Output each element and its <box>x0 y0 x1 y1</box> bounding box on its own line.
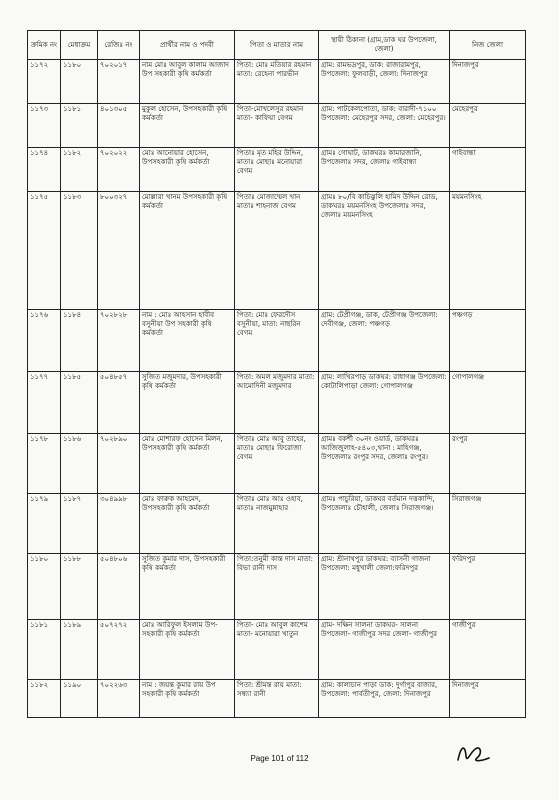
cell-merit: ১১৮২ <box>61 148 98 192</box>
cell-reg: ৭০২০১৭ <box>98 60 140 104</box>
header-serial: ক্রমিক নং <box>28 31 61 60</box>
table-row <box>28 148 526 192</box>
cell-parents: পিতা: মোঃ ফেরদৌস বসুনীয়া, মাতা: নাছরিন বেগম <box>235 310 319 372</box>
cell-merit: ১১৯০ <box>61 680 98 718</box>
cell-serial: ১১৭৩ <box>28 104 61 148</box>
cell-name: সুজিত কুমার দাস, উপসহকারী কৃষি কর্মকর্তা <box>140 554 235 620</box>
cell-serial: ১১৮০ <box>28 554 61 620</box>
cell-parents: পিতা-মোখলেসুর রহমান মাতা- কাফিয়া বেগম <box>235 104 319 148</box>
cell-merit: ১১৮৩ <box>61 192 98 310</box>
table-row <box>28 554 526 620</box>
header-district: নিজ জেলা <box>450 31 526 60</box>
table-row <box>28 434 526 494</box>
table-row <box>28 310 526 372</box>
cell-parents: পিতা: শ্রীমন্ত রায় মাতা: সন্ধ্যা রানী <box>235 680 319 718</box>
table-row <box>28 104 526 148</box>
cell-merit: ১১৮৯ <box>61 620 98 680</box>
cell-district: রংপুর <box>450 434 526 494</box>
page-footer: Page 101 of 112 <box>250 754 309 763</box>
cell-serial: ১১৭৬ <box>28 310 61 372</box>
cell-name: মোঃ মোশারফ হোসেন মিলন, উপসহকারী কৃষি কর্মকর্তা <box>140 434 235 494</box>
cell-parents: পিতাঃ মোঃ আঃ ওহাব, মাতাঃ নাজমুন্নাহার <box>235 494 319 554</box>
cell-district: পঞ্চগড় <box>450 310 526 372</box>
cell-district: সিরাজগঞ্জ <box>450 494 526 554</box>
cell-address: গ্রামঃ পাচুরিয়া, ডাকঘর বর্তমান দত্তকান্দি, উপজেলাঃ চৌহালী, জেলাঃ সিরাজগঞ্জ। <box>319 494 450 554</box>
cell-reg: ৭০২৮২৮ <box>98 310 140 372</box>
cell-reg: ৭০২৮৯০ <box>98 434 140 494</box>
cell-serial: ১১৭২ <box>28 60 61 104</box>
cell-reg: ৪০১৩০৫ <box>98 104 140 148</box>
cell-name: নাম : মোঃ আহসান হাবীব বসুনীয়া উপ সহকারী কৃষি কর্মকর্তা <box>140 310 235 372</box>
header-name: প্রার্থীর নাম ও পদবী <box>140 31 235 60</box>
cell-district: ময়মনসিংহ <box>450 192 526 310</box>
cell-reg: ৫০৭২৭২ <box>98 620 140 680</box>
cell-address: গ্রাম: কালাচান পাড়া ডাক: দুর্গাপুর বাজার, উপজেলা: পার্বতীপুর, জেলা: দিনাজপুর <box>319 680 450 718</box>
table-row <box>28 372 526 434</box>
cell-address: গ্রাম: রামভদ্রপুর, ডাক: রাজারামপুর, উপজেলা: ফুলবাড়ী, জেলা: দিনাজপুর <box>319 60 450 104</box>
cell-serial: ১১৭৮ <box>28 434 61 494</box>
cell-serial: ১১৭৫ <box>28 192 61 310</box>
candidate-table <box>27 30 526 718</box>
cell-district: গাইবান্ধা <box>450 148 526 192</box>
cell-parents: পিতা- মোঃ আবুল কাশেম মাতা- মনোয়ারা খাতুন <box>235 620 319 680</box>
cell-address: গ্রামঃ ৮০/বি কাচিঝুলি হামিদ উদ্দিন রোড, ডাকঘরঃ ময়মনসিংহ উপজেলাঃ সদর, জেলাঃ ময়মনসিংহ <box>319 192 450 310</box>
cell-parents: পিতা:তনুমী কান্ত দাস মাতা: বিভা রানী দাস <box>235 554 319 620</box>
header-parents: পিতা ও মাতার নাম <box>235 31 319 60</box>
table-row <box>28 680 526 718</box>
cell-district: দিনাজপুর <box>450 60 526 104</box>
header-merit: মেধাক্রম <box>61 31 98 60</box>
cell-merit: ১১৮৪ <box>61 310 98 372</box>
cell-name: মুকুল হোসেন, উপসহকারী কৃষি কর্মকর্তা <box>140 104 235 148</box>
cell-reg: ৭০২০২২ <box>98 148 140 192</box>
cell-serial: ১১৮১ <box>28 620 61 680</box>
cell-name: নাম : জয়ন্ত কুমার রায় উপ সহকারী কৃষি কর্মকর্তা <box>140 680 235 718</box>
cell-parents: পিতাঃ মোঃ আবু তাহের, মাতাঃ মোছাঃ ফিরোজা বেগম <box>235 434 319 494</box>
cell-name: সুজিত মজুমদার, উপসহকারী কৃষি কর্মকর্তা <box>140 372 235 434</box>
cell-serial: ১১৮২ <box>28 680 61 718</box>
cell-merit: ১১৮৮ <box>61 554 98 620</box>
cell-reg: ৩০৪৯৯৮ <box>98 494 140 554</box>
cell-parents: পিতা: অমল মজুমদার মাতা: আমোদিনী মজুমদার <box>235 372 319 434</box>
cell-address: গ্রাম: টেপ্রীগঞ্জ, ডাক, টেপ্রীগঞ্জ উপজেলা: দেবীগঞ্জ, জেলা: পঞ্চগড় <box>319 310 450 372</box>
cell-serial: ১১৭৯ <box>28 494 61 554</box>
cell-parents: পিতাঃ মোজাম্মেল খান মাতাঃ শাহনাজ বেগম <box>235 192 319 310</box>
cell-reg: ৫০৪৮৫৭ <box>98 372 140 434</box>
cell-parents: পিতা: মোঃ মতিয়ার রহমান মাতা: রেহেনা পারভীন <box>235 60 319 104</box>
cell-address: গ্রাম- দক্ষিন সালনা ডাকঘর- সালনা উপজেলা- গাজীপুর সদর জেলা- গাজীপুর <box>319 620 450 680</box>
header-address: স্থায়ী ঠিকানা (গ্রাম,ডাক ঘর উপজেলা, জেলা) <box>319 31 450 60</box>
cell-name: মোঃ ফারুক আহমেদ, উপসহকারী কৃষি কর্মকর্তা <box>140 494 235 554</box>
cell-district: দিনাজপুর <box>450 680 526 718</box>
cell-address: গ্রাম: লাখিরপাড় ডাকঘর: রাধাগঞ্জ উপজেলা: কোটালিপাড়া জেলা: গোপালগঞ্জ <box>319 372 450 434</box>
cell-merit: ১১৮৫ <box>61 372 98 434</box>
cell-serial: ১১৭৪ <box>28 148 61 192</box>
cell-reg: ৭০২২৬৩ <box>98 680 140 718</box>
table-row <box>28 494 526 554</box>
cell-address: গ্রাম: পাটকেলপোতা, ডাক: বারাদী-৭১০০ উপজেলা: মেহেরপুর সদর, জেলা: মেহেরপুর। <box>319 104 450 148</box>
cell-address: গ্রাম: শ্রীনাথপুর ডাকঘর: ব্যাসনী গাজনা উপজেলা: মধুখালী জেলা:ফরিদপুর <box>319 554 450 620</box>
table-row <box>28 620 526 680</box>
cell-name: মোল্লারা খানম উপসহকারী কৃষি কর্মকর্তা <box>140 192 235 310</box>
cell-district: মেহেরপুর <box>450 104 526 148</box>
cell-name: মোঃ আনোয়ার হোসেন, উপসহকারী কৃষি কর্মকর্তা <box>140 148 235 192</box>
cell-serial: ১১৭৭ <box>28 372 61 434</box>
cell-merit: ১১৮০ <box>61 60 98 104</box>
cell-reg: ৫০৪৮০৬ <box>98 554 140 620</box>
header-row <box>28 31 526 60</box>
table-row <box>28 60 526 104</box>
cell-name: নাম মোঃ আবুল কালাম আজাদ উপ সহকারী কৃষি কর্মকর্তা <box>140 60 235 104</box>
cell-name: মোঃ আরিফুল ইসলাম উপ-সহকারী কৃষি কর্মকর্তা <box>140 620 235 680</box>
cell-district: গোপালগঞ্জ <box>450 372 526 434</box>
cell-address: গ্রামঃ গোঘাট, ডাকঘরঃ কামারজানি, উপজেলাঃ সদর, জেলাঃ গাইবান্ধা <box>319 148 450 192</box>
cell-parents: পিতাঃ মৃত মহির উদ্দিন, মাতাঃ মোছাঃ মনোয়ারা বেগম <box>235 148 319 192</box>
table-row <box>28 192 526 310</box>
header-reg: রেজিঃ নং <box>98 31 140 60</box>
cell-merit: ১১৮১ <box>61 104 98 148</box>
cell-merit: ১১৮৬ <box>61 434 98 494</box>
cell-district: গাজীপুর <box>450 620 526 680</box>
cell-district: ফরিদপুর <box>450 554 526 620</box>
cell-reg: ৮০০৩২৭ <box>98 192 140 310</box>
cell-merit: ১১৮৭ <box>61 494 98 554</box>
cell-address: গ্রামঃ বকর্শী ৩০নং ওয়ার্ড, ডাকঘরঃ আজিজুলাহ-৫৪০৩,থানা : মাহিগঞ্জ, উপজেলাঃ রংপুর সদর, জেলাঃ রংপুর। <box>319 434 450 494</box>
